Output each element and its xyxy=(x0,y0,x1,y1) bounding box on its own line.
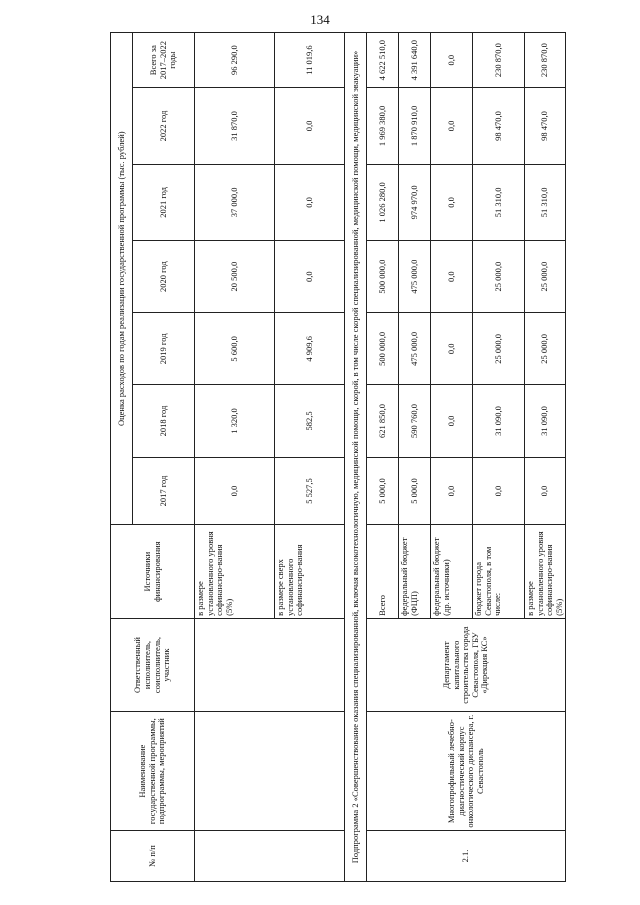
source-cell: бюджет города Севастополя, в том числе: xyxy=(473,525,525,618)
value-cell: 1 320,0 xyxy=(195,385,275,457)
value-cell: 25 000,0 xyxy=(473,241,525,313)
value-cell: 31 090,0 xyxy=(473,385,525,457)
header-responsible: Ответственный исполнитель, соисполнитель, участник xyxy=(111,618,195,711)
value-cell: 37 000,0 xyxy=(195,164,275,240)
value-cell: 25 000,0 xyxy=(473,313,525,385)
value-cell: 0,0 xyxy=(275,241,345,313)
value-cell: 500 000,0 xyxy=(367,313,399,385)
value-cell: 98 470,0 xyxy=(525,88,566,164)
value-cell: 11 019,6 xyxy=(275,33,345,88)
value-cell: 0,0 xyxy=(525,457,566,525)
source-cell: в размере установленного уровня софинансиро-вания (5%) xyxy=(525,525,566,618)
value-cell: 0,0 xyxy=(275,164,345,240)
table-row xyxy=(195,33,275,882)
value-cell: 5 000,0 xyxy=(399,457,431,525)
value-cell: 0,0 xyxy=(431,88,473,164)
value-cell: 4 622 510,0 xyxy=(367,33,399,88)
value-cell: 582,5 xyxy=(275,385,345,457)
source-cell: федеральный бюджет (др. источники) xyxy=(431,525,473,618)
header-year: 2021 год xyxy=(133,164,195,240)
value-cell: 0,0 xyxy=(195,457,275,525)
table-row xyxy=(367,33,399,882)
header-total: Всего за 2017–2022 годы xyxy=(133,33,195,88)
value-cell: 500 000,0 xyxy=(367,241,399,313)
value-cell: 98 470,0 xyxy=(473,88,525,164)
rotated-budget-table-wrapper xyxy=(110,32,564,882)
header-number: № п/п xyxy=(111,831,195,882)
budget-table xyxy=(110,32,566,882)
value-cell: 4 909,6 xyxy=(275,313,345,385)
header-year: 2019 год xyxy=(133,313,195,385)
value-cell: 4 391 640,0 xyxy=(399,33,431,88)
value-cell: 31 870,0 xyxy=(195,88,275,164)
value-cell: 25 000,0 xyxy=(525,241,566,313)
header-estimate: Оценка расходов по годам реализации государственной программы (тыс. рублей) xyxy=(111,33,133,525)
value-cell: 0,0 xyxy=(431,241,473,313)
item-name: Многопрофильный лечебно-диагностический корпус онкологического диспансера, г. Севастополь xyxy=(367,712,566,831)
value-cell: 96 290,0 xyxy=(195,33,275,88)
value-cell: 230 870,0 xyxy=(473,33,525,88)
value-cell: 621 850,0 xyxy=(367,385,399,457)
value-cell: 5 600,0 xyxy=(195,313,275,385)
item-number: 2.1. xyxy=(367,831,566,882)
value-cell: 31 090,0 xyxy=(525,385,566,457)
value-cell: 20 500,0 xyxy=(195,241,275,313)
source-cell: Всего xyxy=(367,525,399,618)
header-year: 2020 год xyxy=(133,241,195,313)
item-responsible: Департамент капитального строительства города Севастополя, ГБУ «Дирекция КС» xyxy=(367,618,566,711)
source-cell: в размере установленного уровня софинансиро-вания (5%) xyxy=(195,525,275,618)
header-year: 2022 год xyxy=(133,88,195,164)
source-cell: федеральный бюджет (ФЦП) xyxy=(399,525,431,618)
value-cell: 5 527,5 xyxy=(275,457,345,525)
value-cell: 475 000,0 xyxy=(399,313,431,385)
value-cell: 0,0 xyxy=(473,457,525,525)
value-cell: 0,0 xyxy=(275,88,345,164)
value-cell: 0,0 xyxy=(431,385,473,457)
value-cell: 0,0 xyxy=(431,33,473,88)
value-cell: 1 969 380,0 xyxy=(367,88,399,164)
page-number: 134 xyxy=(310,12,330,27)
value-cell: 1 026 280,0 xyxy=(367,164,399,240)
header-name: Наименование государственной программы, подпрограммы, мероприятий xyxy=(111,712,195,831)
header-source: Источники финансирования xyxy=(111,525,195,618)
value-cell: 230 870,0 xyxy=(525,33,566,88)
value-cell: 51 310,0 xyxy=(473,164,525,240)
value-cell: 0,0 xyxy=(431,164,473,240)
value-cell: 1 870 910,0 xyxy=(399,88,431,164)
header-year: 2017 год xyxy=(133,457,195,525)
value-cell: 5 000,0 xyxy=(367,457,399,525)
value-cell: 475 000,0 xyxy=(399,241,431,313)
value-cell: 0,0 xyxy=(431,313,473,385)
header-year: 2018 год xyxy=(133,385,195,457)
value-cell: 974 970,0 xyxy=(399,164,431,240)
source-cell: в размере сверх установленного софинансиро-вания xyxy=(275,525,345,618)
value-cell: 51 310,0 xyxy=(525,164,566,240)
subprogram-title: Подпрограмма 2 «Совершенствование оказания специализированной, включая высокотехнологичную, медицинской помощи, скорой, в том числе скорой специализированной, медицинской помощи, медицинской эвакуации» xyxy=(345,33,367,882)
value-cell: 590 760,0 xyxy=(399,385,431,457)
subprogram-row xyxy=(345,33,367,882)
value-cell: 25 000,0 xyxy=(525,313,566,385)
value-cell: 0,0 xyxy=(431,457,473,525)
